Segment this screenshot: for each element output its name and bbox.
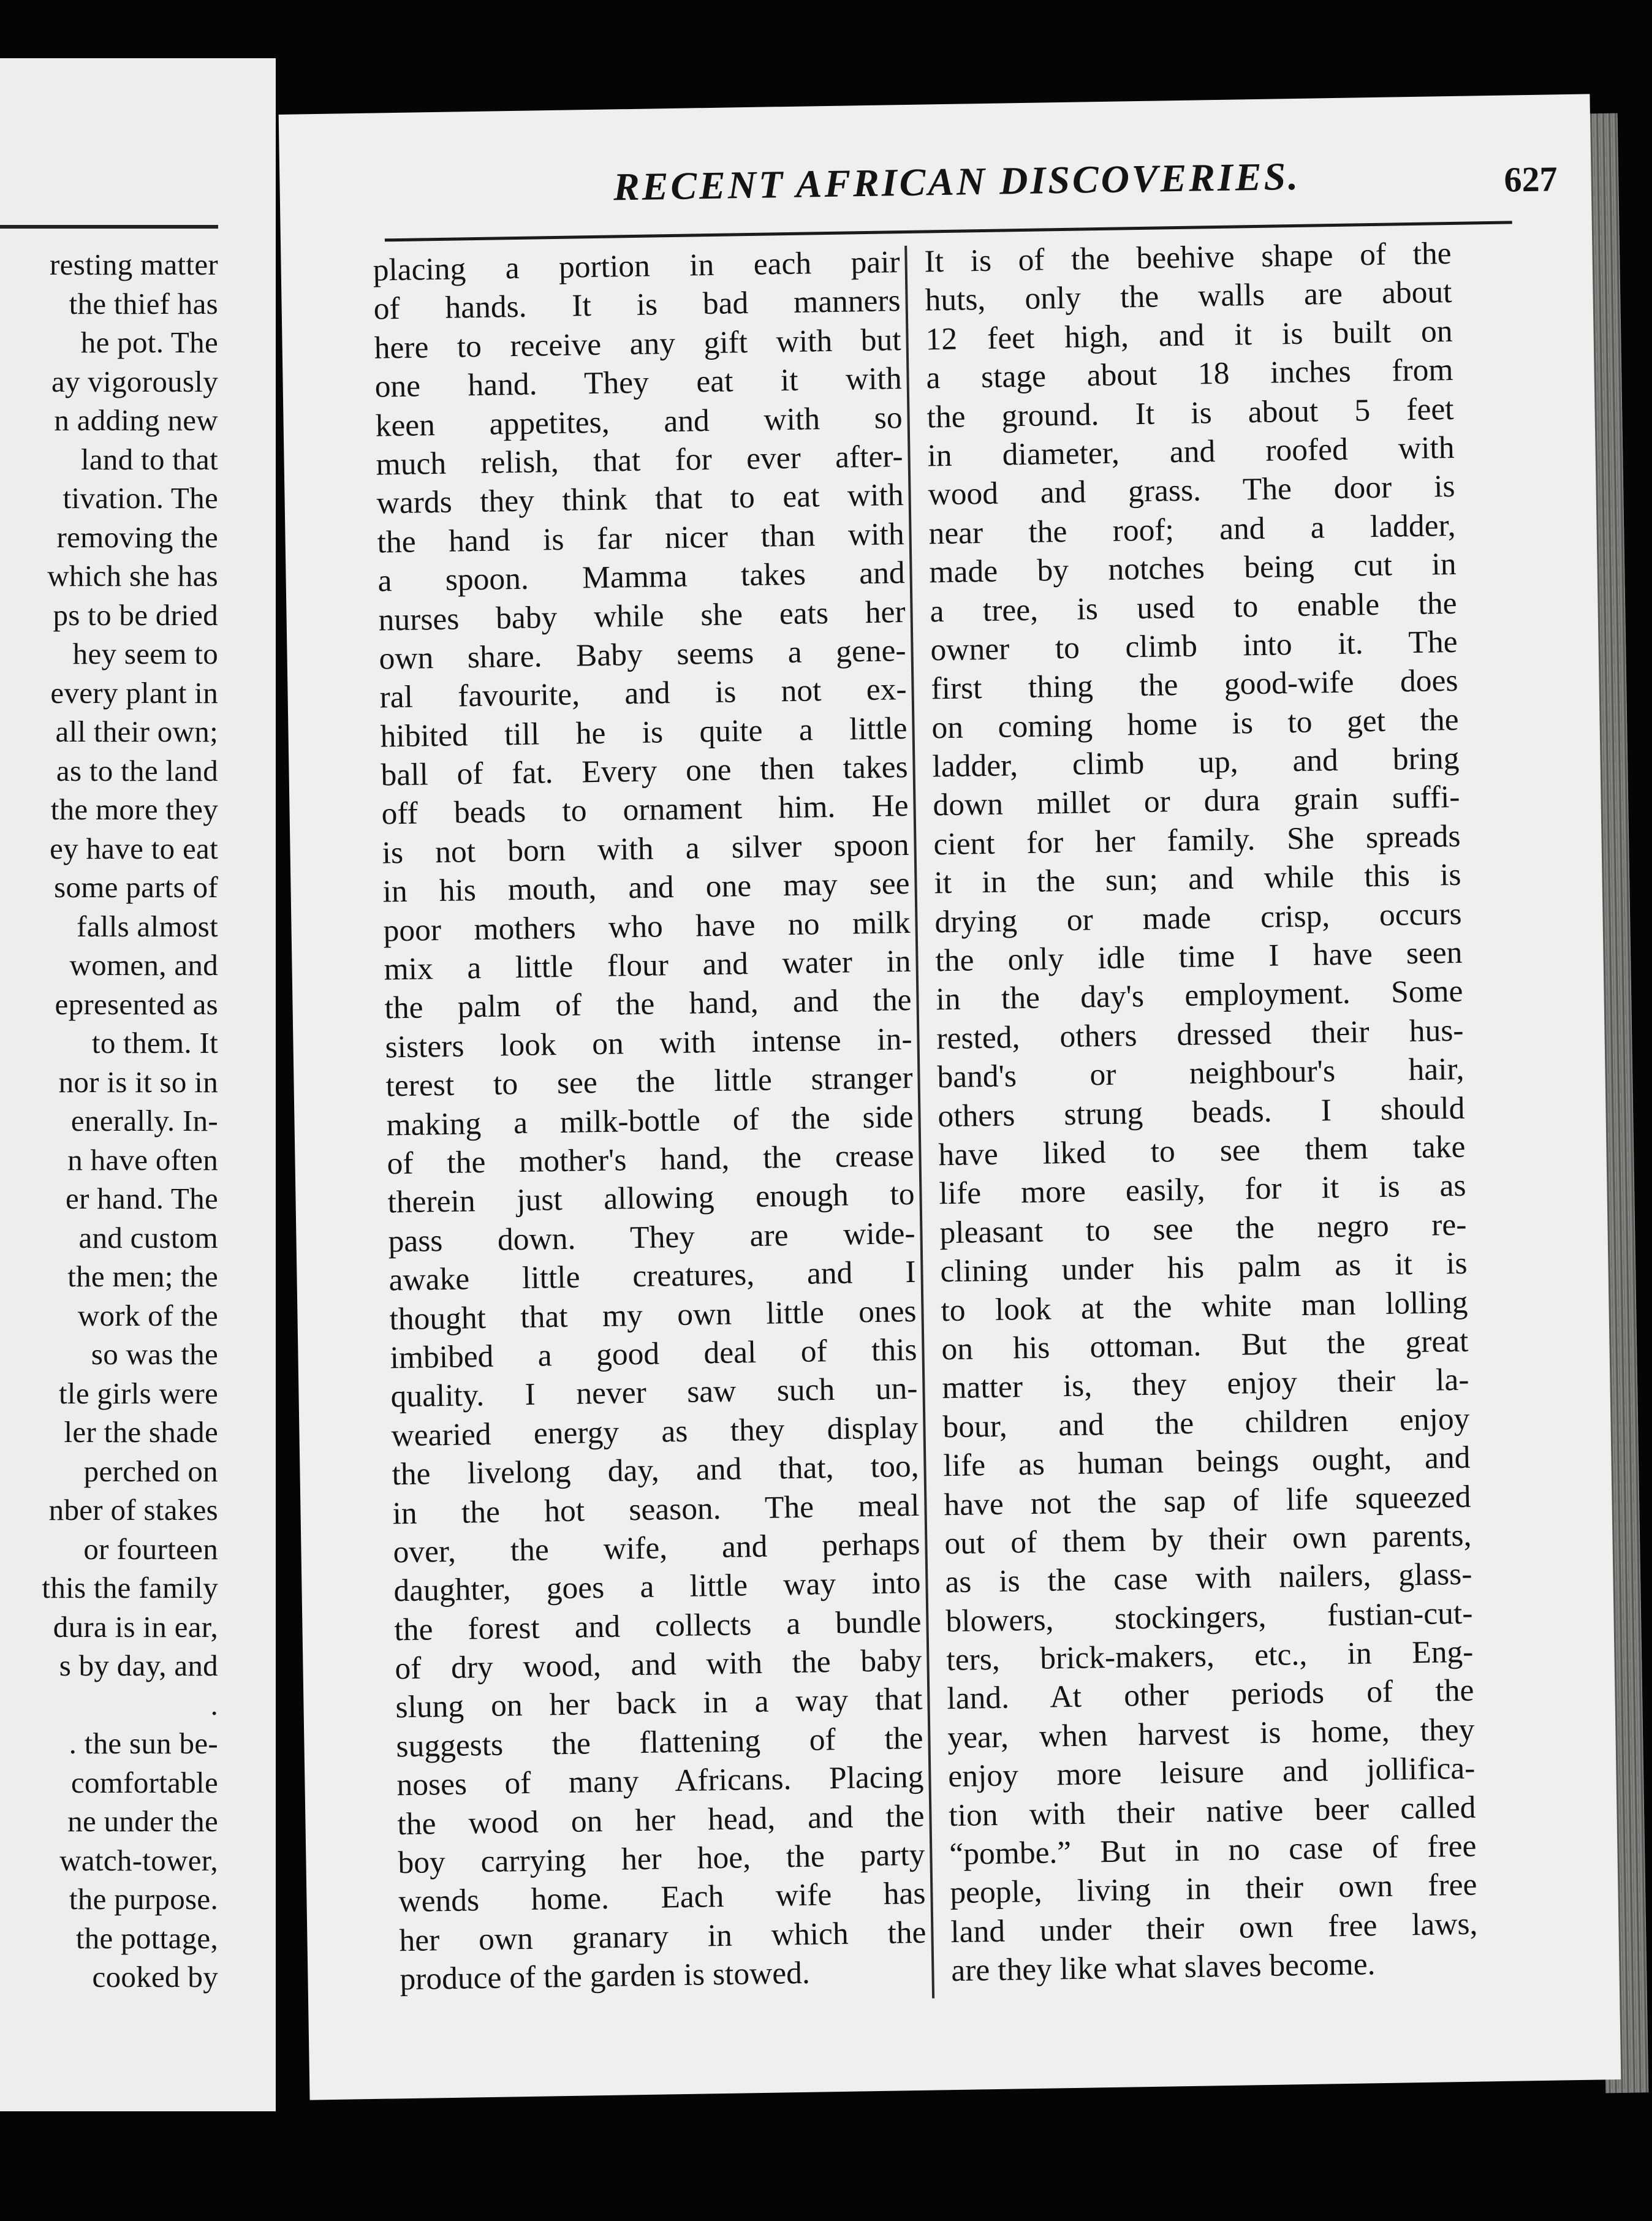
text-line: epresented as xyxy=(55,987,218,1021)
text-line: slung on her back in a way that xyxy=(395,1682,923,1725)
text-line: of dry wood, and with the baby xyxy=(395,1642,922,1687)
text-line: in diameter, and roofed with xyxy=(927,430,1455,474)
text-line: near the roof; and a ladder, xyxy=(928,507,1456,552)
text-line: wood and grass. The door is xyxy=(928,469,1455,512)
text-line: ladder, climb up, and bring xyxy=(932,740,1460,784)
text-line: which she has xyxy=(47,559,218,593)
text-line: making a milk-bottle of the side xyxy=(386,1099,914,1143)
text-line: nor is it so in xyxy=(58,1065,218,1099)
text-line: thought that my own little ones xyxy=(389,1293,917,1337)
text-line: . the sun be- xyxy=(69,1726,218,1760)
text-line: clining under his palm as it is xyxy=(940,1245,1468,1289)
text-line: poor mothers who have no milk xyxy=(383,905,911,949)
text-line: drying or made crisp, occurs xyxy=(934,896,1462,940)
text-line: in his mouth, and one may see xyxy=(382,866,910,909)
text-line: have not the sap of life squeezed xyxy=(944,1479,1471,1522)
facing-page-fragment xyxy=(0,58,276,2111)
text-line: hibited till he is quite a little xyxy=(380,710,907,754)
text-line: to them. It xyxy=(91,1026,218,1060)
text-line: to look at the white man lolling xyxy=(941,1285,1468,1328)
text-line: on coming home is to get the xyxy=(931,702,1459,746)
text-line: wards they think that to eat with xyxy=(376,477,904,521)
text-line: a tree, is used to enable the xyxy=(930,585,1457,629)
text-line: all their own; xyxy=(55,715,218,748)
text-line: or fourteen xyxy=(83,1532,218,1566)
text-line: awake little creatures, and I xyxy=(388,1255,916,1298)
text-line: ral favourite, and is not ex- xyxy=(379,672,907,715)
text-line: wearied energy as they display xyxy=(391,1410,919,1454)
text-line: in the hot season. The meal xyxy=(392,1487,920,1531)
text-line: are they like what slaves become. xyxy=(950,1946,1376,1989)
text-line: of hands. It is bad manners xyxy=(373,283,901,327)
text-line: year, when harvest is home, they xyxy=(947,1712,1475,1756)
page-number: 627 xyxy=(1504,159,1558,200)
text-line: er hand. The xyxy=(66,1182,218,1215)
text-line: ey have to eat xyxy=(50,831,218,865)
text-line: every plant in xyxy=(50,675,218,710)
text-line: the wood on her head, and the xyxy=(397,1798,925,1842)
running-title: RECENT AFRICAN DISCOVERIES. xyxy=(613,154,1301,209)
text-line: blowers, stockingers, fustian-cut- xyxy=(945,1595,1473,1639)
text-line: land under their own free laws, xyxy=(950,1906,1478,1950)
text-line: this the family xyxy=(42,1571,218,1604)
text-line: the ground. It is about 5 feet xyxy=(926,391,1454,435)
text-line: the more they xyxy=(50,792,218,826)
text-line: matter is, they enjoy their la- xyxy=(942,1362,1469,1406)
text-line: much relish, that for ever after- xyxy=(376,439,904,482)
text-line: is not born with a silver spoon xyxy=(382,827,909,871)
text-line: one hand. They eat it with xyxy=(374,361,903,404)
text-line: it in the sun; and while this is xyxy=(934,857,1461,901)
text-line: land. At other periods of the xyxy=(946,1673,1474,1717)
text-line: 12 feet high, and it is built on xyxy=(925,313,1453,357)
text-line: dura is in ear, xyxy=(53,1609,218,1644)
text-line: hey seem to xyxy=(72,637,218,670)
text-line: imbibed a good deal of this xyxy=(390,1332,917,1376)
text-line: It is of the beehive shape of the xyxy=(924,235,1452,279)
text-line: boy carrying her hoe, the party xyxy=(398,1837,925,1881)
text-line: removing the xyxy=(56,520,218,554)
text-line: bour, and the children enjoy xyxy=(942,1401,1470,1445)
text-line: down millet or dura grain suffi- xyxy=(933,780,1460,823)
page-header xyxy=(528,150,1571,233)
text-line: land to that xyxy=(80,442,218,476)
text-line: a spoon. Mamma takes and xyxy=(377,555,906,599)
text-line: her own granary in which the xyxy=(399,1915,926,1959)
text-line: quality. I never saw such un- xyxy=(390,1371,918,1414)
text-column-left xyxy=(373,243,927,1999)
text-line: nber of stakes xyxy=(48,1493,218,1527)
text-line: work of the xyxy=(77,1298,218,1332)
text-line: ler the shade xyxy=(64,1415,218,1449)
text-line: mix a little flour and water in xyxy=(384,944,911,987)
text-line: and custom xyxy=(78,1220,218,1255)
facing-page-text xyxy=(0,245,218,1997)
text-line: the livelong day, and that, too, xyxy=(392,1448,919,1492)
text-line: life more easily, for it is as xyxy=(939,1168,1466,1212)
text-line: ay vigorously xyxy=(51,364,218,398)
text-line: daughter, goes a little way into xyxy=(393,1565,921,1609)
text-line: the hand is far nicer than with xyxy=(377,516,905,560)
text-line: ball of fat. Every one then takes xyxy=(381,750,908,793)
text-line: the only idle time I have seen xyxy=(935,935,1463,979)
text-line: he pot. The xyxy=(80,325,218,359)
text-line: cient for her family. She spreads xyxy=(933,818,1461,862)
text-line: the forest and collects a bundle xyxy=(394,1604,922,1648)
text-line: enjoy more leisure and jollifica- xyxy=(947,1750,1476,1794)
text-line: in the day's employment. Some xyxy=(936,974,1463,1017)
text-line: falls almost xyxy=(77,909,218,943)
text-line: tion with their native beer called xyxy=(948,1790,1476,1833)
text-line: n have often xyxy=(67,1142,218,1177)
text-line: placing a portion in each pair xyxy=(373,245,901,288)
text-line: tivation. The xyxy=(63,481,218,515)
text-column-right xyxy=(924,234,1479,1991)
text-line: first thing the good-wife does xyxy=(931,663,1458,707)
text-line: the pottage, xyxy=(75,1921,218,1955)
text-line: suggests the flattening of the xyxy=(396,1720,923,1764)
text-line: owner to climb into it. The xyxy=(930,624,1458,668)
text-line: here to receive any gift with but xyxy=(374,322,902,366)
book-page-627 xyxy=(279,94,1621,2100)
text-line: own share. Baby seems a gene- xyxy=(379,632,906,677)
text-line: as is the case with nailers, glass- xyxy=(944,1556,1472,1600)
text-line: n adding new xyxy=(54,403,218,437)
text-line: huts, only the walls are about xyxy=(925,275,1452,318)
text-line: others strung beads. I should xyxy=(938,1090,1465,1134)
text-line: noses of many Africans. Placing xyxy=(396,1760,924,1803)
text-line: produce of the garden is stowed. xyxy=(400,1955,811,1997)
text-line: . xyxy=(210,1687,218,1722)
text-line: off beads to ornament him. He xyxy=(381,788,909,832)
text-line: so was the xyxy=(91,1337,218,1371)
text-line: watch-tower, xyxy=(59,1843,218,1877)
text-line: some parts of xyxy=(54,870,218,904)
text-line: rested, others dressed their hus- xyxy=(936,1012,1464,1057)
text-line: “pombe.” But in no case of free xyxy=(949,1828,1477,1872)
text-line: tle girls were xyxy=(59,1376,218,1410)
text-line: ne under the xyxy=(67,1804,218,1838)
text-line: ters, brick-makers, etc., in Eng- xyxy=(945,1634,1474,1678)
text-line: keen appetites, and with so xyxy=(375,400,903,444)
text-line: sisters look on with intense in- xyxy=(385,1021,912,1065)
text-line: comfortable xyxy=(70,1765,218,1799)
text-line: therein just allowing enough to xyxy=(387,1177,915,1220)
text-line: a stage about 18 inches from xyxy=(926,352,1453,396)
text-line: terest to see the little stranger xyxy=(385,1060,913,1104)
text-line: have liked to see them take xyxy=(938,1129,1466,1173)
text-line: out of them by their own parents, xyxy=(944,1517,1472,1562)
text-line: perched on xyxy=(83,1454,218,1488)
text-line: cooked by xyxy=(92,1960,218,1994)
text-line: pleasant to see the negro re- xyxy=(939,1207,1467,1251)
text-line: as to the land xyxy=(56,753,218,788)
text-line: wends home. Each wife has xyxy=(398,1876,926,1919)
text-line: the purpose. xyxy=(69,1882,218,1916)
text-line: the palm of the hand, and the xyxy=(384,982,912,1026)
text-line: the thief has xyxy=(69,286,218,321)
text-line: nurses baby while she eats her xyxy=(378,594,906,638)
text-line: life as human beings ought, and xyxy=(943,1440,1471,1484)
text-line: resting matter xyxy=(50,248,218,281)
text-line: of the mother's hand, the crease xyxy=(387,1137,914,1182)
text-line: enerally. In- xyxy=(70,1104,218,1137)
text-line: on his ottoman. But the great xyxy=(941,1323,1469,1367)
facing-page-header-rule xyxy=(0,225,218,229)
text-line: s by day, and xyxy=(59,1649,218,1682)
text-line: women, and xyxy=(69,948,218,982)
text-line: the men; the xyxy=(67,1259,218,1293)
text-line: band's or neighbour's hair, xyxy=(937,1052,1464,1095)
text-line: people, living in their own free xyxy=(949,1867,1477,1911)
text-line: ps to be dried xyxy=(53,598,218,632)
text-line: pass down. They are wide- xyxy=(388,1215,915,1259)
text-line: over, the wife, and perhaps xyxy=(393,1526,920,1570)
text-line: made by notches being cut in xyxy=(929,547,1457,590)
